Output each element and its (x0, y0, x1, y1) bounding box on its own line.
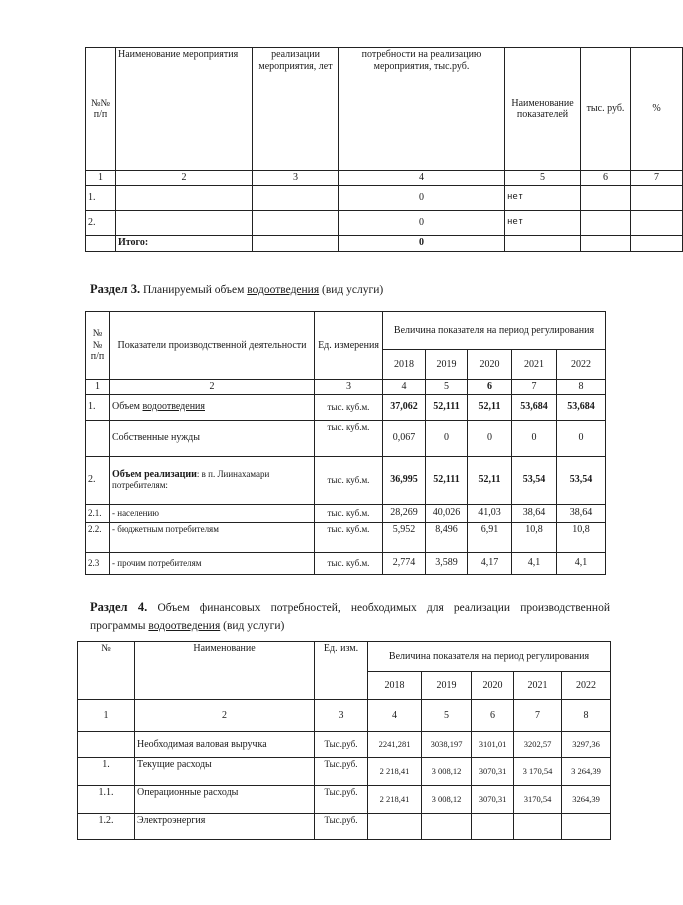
colnum: 2 (116, 171, 253, 186)
row-label: - населению (110, 504, 315, 522)
row-num (86, 420, 110, 456)
table-row (86, 185, 683, 210)
row-num: 1. (78, 758, 135, 786)
row-label: Объем реализации: в п. Лиинахамари потребителям: (110, 456, 315, 504)
row-value: 3101,01 (472, 732, 514, 758)
year-cell: 2018 (383, 350, 426, 380)
colnum: 2 (135, 700, 315, 732)
header-need: потребности на реализацию мероприятия, тыс.руб. (339, 48, 505, 171)
table-row (86, 210, 683, 235)
table-row (86, 420, 606, 456)
row-unit: тыс. куб.м. (315, 420, 383, 456)
row-name: Операционные расходы (135, 786, 315, 814)
row-value: 0 (468, 420, 512, 456)
row-value: 52,11 (468, 456, 512, 504)
row-name (116, 185, 253, 210)
row-value: 4,1 (512, 552, 557, 574)
colnum: 5 (422, 700, 472, 732)
row-value: 37,062 (383, 394, 426, 420)
row-value: 28,269 (383, 504, 426, 522)
colnum: 6 (472, 700, 514, 732)
year-cell: 2019 (422, 672, 472, 700)
row-value: 3297,36 (562, 732, 611, 758)
row-need: 0 (339, 185, 505, 210)
year-cell: 2021 (514, 672, 562, 700)
row-unit: тыс. куб.м. (315, 522, 383, 552)
row-value: 2 218,41 (368, 758, 422, 786)
row-value: 8,496 (426, 522, 468, 552)
header-unit: Ед. изм. (315, 642, 368, 700)
row-value: 0 (512, 420, 557, 456)
table-row (78, 732, 611, 758)
table-row (78, 814, 611, 840)
row-indicator: нет (505, 185, 581, 210)
colnum: 5 (426, 380, 468, 395)
header-event-name: Наименование мероприятия (116, 48, 253, 171)
row-value: 3 170,54 (514, 758, 562, 786)
finance-table (77, 641, 611, 840)
row-value: 2,774 (383, 552, 426, 574)
row-num: 1.2. (78, 814, 135, 840)
row-thous (581, 185, 631, 210)
row-indicator: нет (505, 210, 581, 235)
row-name: Текущие расходы (135, 758, 315, 786)
row-name: Электроэнергия (135, 814, 315, 840)
total-label: Итого: (116, 235, 253, 251)
total-need: 0 (339, 235, 505, 251)
row-label: Объем водоотведения (110, 394, 315, 420)
row-name: Необходимая валовая выручка (135, 732, 315, 758)
row-num: 2.1. (86, 504, 110, 522)
row-unit: Тыс.руб. (315, 786, 368, 814)
header-num: № (78, 642, 135, 700)
row-period (253, 210, 339, 235)
colnum: 3 (315, 380, 383, 395)
row-value: 6,91 (468, 522, 512, 552)
row-value: 10,8 (512, 522, 557, 552)
year-cell: 2020 (468, 350, 512, 380)
row-value: 53,54 (557, 456, 606, 504)
colnum: 8 (557, 380, 606, 395)
header-name: Наименование (135, 642, 315, 700)
row-pct (631, 185, 683, 210)
row-value: 0 (557, 420, 606, 456)
header-value: Величина показателя на период регулирования (383, 312, 606, 350)
row-value (562, 814, 611, 840)
colnum: 6 (581, 171, 631, 186)
row-value: 3,589 (426, 552, 468, 574)
row-value: 52,111 (426, 394, 468, 420)
colnum: 1 (86, 380, 110, 395)
row-value: 2 218,41 (368, 786, 422, 814)
header-num: №№ п/п (86, 312, 110, 380)
row-value: 4,1 (557, 552, 606, 574)
row-num (78, 732, 135, 758)
row-value: 52,11 (468, 394, 512, 420)
year-cell: 2018 (368, 672, 422, 700)
colnum: 4 (368, 700, 422, 732)
row-unit: Тыс.руб. (315, 814, 368, 840)
colnum: 7 (631, 171, 683, 186)
row-value: 3038,197 (422, 732, 472, 758)
colnum: 3 (315, 700, 368, 732)
row-value (514, 814, 562, 840)
header-indicator: Наименование показателей (505, 48, 581, 171)
row-value: 0,067 (383, 420, 426, 456)
row-value: 53,684 (512, 394, 557, 420)
table-row (86, 522, 606, 552)
colnum: 4 (383, 380, 426, 395)
row-value: 3 008,12 (422, 758, 472, 786)
table-row (78, 786, 611, 814)
colnum: 7 (512, 380, 557, 395)
row-label: Собственные нужды (110, 420, 315, 456)
colnum: 5 (505, 171, 581, 186)
row-value (368, 814, 422, 840)
year-cell: 2020 (472, 672, 514, 700)
row-num: 1.1. (78, 786, 135, 814)
row-pct (631, 210, 683, 235)
header-num: №№ п/п (86, 48, 116, 171)
row-value: 3202,57 (514, 732, 562, 758)
row-value: 38,64 (512, 504, 557, 522)
year-cell: 2019 (426, 350, 468, 380)
row-value: 40,026 (426, 504, 468, 522)
row-value: 5,952 (383, 522, 426, 552)
row-unit: тыс. куб.м. (315, 504, 383, 522)
volume-table (85, 311, 606, 575)
row-value: 10,8 (557, 522, 606, 552)
row-label: - бюджетным потребителям (110, 522, 315, 552)
row-value: 3264,39 (562, 786, 611, 814)
header-value: Величина показателя на период регулирования (368, 642, 611, 672)
row-value: 52,111 (426, 456, 468, 504)
row-unit: Тыс.руб. (315, 758, 368, 786)
colnum: 8 (562, 700, 611, 732)
row-value: 38,64 (557, 504, 606, 522)
row-num: 1. (86, 185, 116, 210)
total-row (86, 235, 683, 251)
colnum: 1 (78, 700, 135, 732)
row-unit: тыс. куб.м. (315, 552, 383, 574)
row-value: 3070,31 (472, 758, 514, 786)
events-table (85, 47, 683, 252)
row-name (116, 210, 253, 235)
table-row (78, 758, 611, 786)
row-num: 2. (86, 210, 116, 235)
row-value: 0 (426, 420, 468, 456)
row-value: 36,995 (383, 456, 426, 504)
header-unit: Ед. измерения (315, 312, 383, 380)
colnum: 2 (110, 380, 315, 395)
section3-heading: Раздел 3. Планируемый объем водоотведения (вид услуги) (90, 282, 384, 296)
row-num: 2.3 (86, 552, 110, 574)
table-row (86, 456, 606, 504)
row-thous (581, 210, 631, 235)
row-num: 2.2. (86, 522, 110, 552)
colnum: 6 (468, 380, 512, 395)
header-pct: % (631, 48, 683, 171)
colnum: 1 (86, 171, 116, 186)
section4-heading: Раздел 4. Объем финансовых потребностей, необходимых для реализации производственной программы водоотведения (вид услуги) (90, 600, 610, 632)
row-value: 2241,281 (368, 732, 422, 758)
colnum: 4 (339, 171, 505, 186)
table-row (86, 504, 606, 522)
row-unit: Тыс.руб. (315, 732, 368, 758)
row-unit: тыс. куб.м. (315, 394, 383, 420)
header-period: реализации мероприятия, лет (253, 48, 339, 171)
row-value: 3 264,39 (562, 758, 611, 786)
row-label: - прочим потребителям (110, 552, 315, 574)
colnum: 3 (253, 171, 339, 186)
row-value (472, 814, 514, 840)
row-value: 3070,31 (472, 786, 514, 814)
colnum: 7 (514, 700, 562, 732)
row-num: 2. (86, 456, 110, 504)
row-num: 1. (86, 394, 110, 420)
row-value: 41,03 (468, 504, 512, 522)
row-value: 53,54 (512, 456, 557, 504)
row-value: 3170,54 (514, 786, 562, 814)
year-cell: 2022 (557, 350, 606, 380)
row-value: 3 008,12 (422, 786, 472, 814)
row-value: 4,17 (468, 552, 512, 574)
row-unit: тыс. куб.м. (315, 456, 383, 504)
row-value: 53,684 (557, 394, 606, 420)
header-indicator: Показатели производственной деятельности (110, 312, 315, 380)
year-cell: 2021 (512, 350, 557, 380)
table-row (86, 394, 606, 420)
table-row (86, 552, 606, 574)
header-thous: тыс. руб. (581, 48, 631, 171)
row-value (422, 814, 472, 840)
row-period (253, 185, 339, 210)
row-need: 0 (339, 210, 505, 235)
year-cell: 2022 (562, 672, 611, 700)
